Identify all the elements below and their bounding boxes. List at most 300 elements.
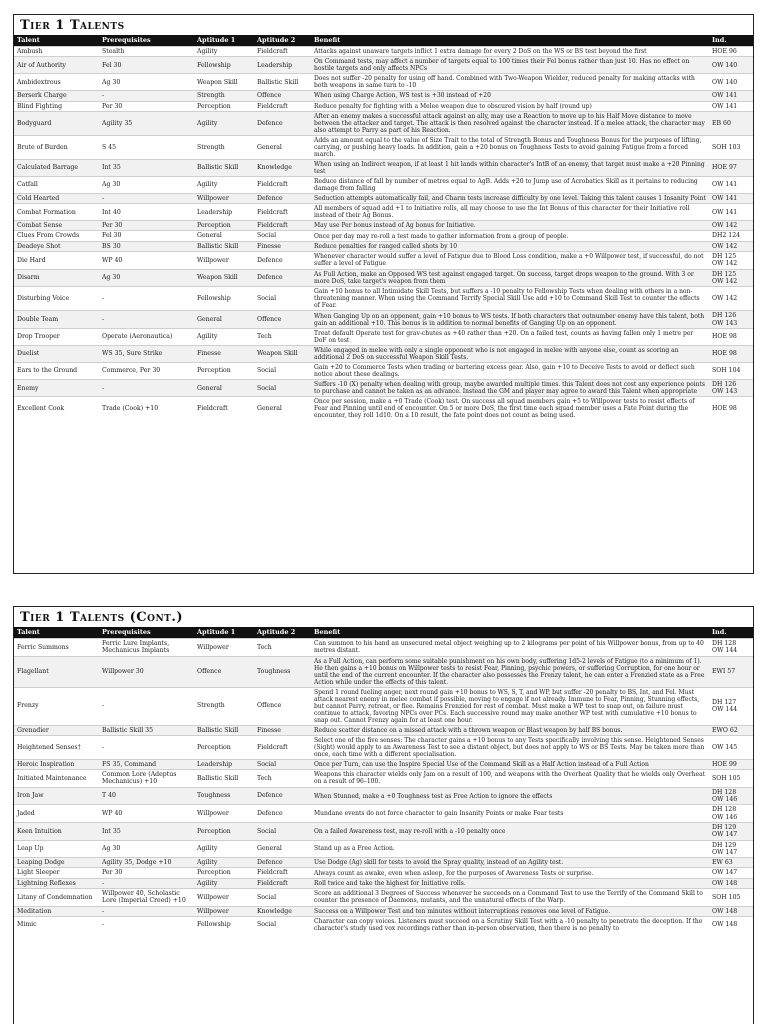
reference-cell: SOH 103 [709,135,754,159]
header-talent: Talent [14,627,99,639]
reference-cell: DH 129 OW 147 [709,822,754,840]
prerequisites-cell: Per 30 [99,101,194,111]
aptitude-1-cell: Fellowship [194,57,254,74]
table-row [14,47,754,57]
benefit-cell: Suffers -10 (X) penalty when dealing with group, maybe awarded multiple times. this Talent does not cost any experience points to purchase and cannot be taken as an advance. Instead the GM and player may agree to award this Talent when appropriate [311,379,709,397]
benefit-cell: Reduce penalties for ranged called shots by 10 [311,241,709,251]
aptitude-1-cell: Willpower [194,906,254,916]
reference-cell: HOE 98 [709,328,754,345]
benefit-cell: Gain +10 bonus to all Intimidate Skill Tests, but suffers a -10 penalty to Fellowship Tests when dealing with others in a non-threatening manner. When using the Command Terrify Special Skill Use add +10 to Command Skill Test to counter the effects of Fear. [311,287,709,311]
table-row [14,656,754,687]
benefit-cell: As Full Action, make an Opposed WS test against engaged target. On success, target drops weapon to the ground. With 3 or more DoS, take target's weapon from them [311,269,709,287]
aptitude-1-cell: Perception [194,101,254,111]
benefit-cell: When using an Indirect weapon, if at least 1 hit lands within character's IntB of an enemy, that target must make a +20 Pinning test [311,159,709,176]
talent-cell: Enemy [14,379,99,397]
aptitude-1-cell: Ballistic Skill [194,241,254,251]
prerequisites-cell: Ag 30 [99,269,194,287]
aptitude-2-cell: Tech [254,639,311,657]
table-row [14,193,754,203]
talent-cell: Calculated Barrage [14,159,99,176]
table-row [14,74,754,91]
talent-cell: Die Hard [14,252,99,270]
talent-cell: Ambush [14,47,99,57]
aptitude-1-cell: Finesse [194,345,254,362]
reference-cell: DH 126 OW 143 [709,379,754,397]
table-row [14,221,754,231]
aptitude-1-cell: Ballistic Skill [194,159,254,176]
aptitude-2-cell: Social [254,759,311,769]
aptitude-2-cell: Fieldcraft [254,204,311,221]
header-prerequisites: Prerequisites [99,35,194,47]
aptitude-2-cell: Defence [254,805,311,823]
prerequisites-cell: Stealth [99,47,194,57]
talent-cell: Frenzy [14,687,99,725]
aptitude-1-cell: Perception [194,868,254,878]
header-aptitude-2: Aptitude 2 [254,35,311,47]
reference-cell: OW 141 [709,91,754,101]
aptitude-1-cell: Perception [194,362,254,379]
benefit-cell: When using Charge Action, WS test is +30 instead of +20 [311,91,709,101]
talents-table-panel [13,14,754,574]
prerequisites-cell: Agility 35, Dodge +10 [99,858,194,868]
header-aptitude-1: Aptitude 1 [194,627,254,639]
table-row [14,241,754,251]
aptitude-2-cell: Defence [254,787,311,805]
prerequisites-cell: - [99,193,194,203]
table-row [14,269,754,287]
benefit-cell: Does not suffer -20 penalty for using off hand. Combined with Two-Weapon Wielder, reduced penalty for making attacks with both weapons in same turn to -10 [311,74,709,91]
benefit-cell: Reduce scatter distance on a missed attack with a thrown weapon or Blast weapon by half BS bonus. [311,725,709,735]
aptitude-2-cell: Fieldcraft [254,878,311,888]
header-aptitude-1: Aptitude 1 [194,35,254,47]
talent-cell: Jaded [14,805,99,823]
reference-cell: OW 148 [709,878,754,888]
talent-cell: Combat Sense [14,221,99,231]
talent-cell: Combat Formation [14,204,99,221]
benefit-cell: Once per Turn, can use the Inspire Special Use of the Command Skill as a Half Action instead of a Full Action [311,759,709,769]
reference-cell: EB 60 [709,111,754,135]
header-benefit: Benefit [311,627,709,639]
aptitude-1-cell: Agility [194,840,254,858]
talent-cell: Ferric Summons [14,639,99,657]
prerequisites-cell: - [99,916,194,933]
aptitude-2-cell: Knowledge [254,906,311,916]
talent-cell: Double Team [14,311,99,329]
prerequisites-cell: FS 35, Command [99,759,194,769]
benefit-cell: Use Dodge (Ag) skill for tests to avoid the Spray quality, instead of an Agility test. [311,858,709,868]
benefit-cell: Stand up as a Free Action. [311,840,709,858]
prerequisites-cell: - [99,287,194,311]
benefit-cell: Character can copy voices. Listeners must succeed on a Scrutiny Skill Test with a -10 penalty to penetrate the deception. If the character's study used vox recordings rather than in-person observation, then there is no penalty to [311,916,709,933]
talent-cell: Drop Trooper [14,328,99,345]
aptitude-2-cell: Fieldcraft [254,47,311,57]
prerequisites-cell: Int 35 [99,159,194,176]
table-row [14,328,754,345]
prerequisites-cell: Ag 30 [99,176,194,193]
aptitude-2-cell: General [254,135,311,159]
reference-cell: DH 125 OW 142 [709,269,754,287]
table-row [14,252,754,270]
talent-cell: Meditation [14,906,99,916]
aptitude-1-cell: Strength [194,687,254,725]
reference-cell: DH 125 OW 142 [709,252,754,270]
talent-cell: Iron Jaw [14,787,99,805]
prerequisites-cell: Ag 30 [99,840,194,858]
table-row [14,787,754,805]
benefit-cell: While engaged in melee with only a single opponent who is not engaged in melee with anyone else, count as scoring an additional 2 DoS on successful Weapon Skill Tests. [311,345,709,362]
benefit-cell: All members of squad add +1 to Initiative rolls, all may choose to use the Int Bonus of this character for their Initiative roll instead of their Ag Bonus. [311,204,709,221]
talent-cell: Disturbing Voice [14,287,99,311]
reference-cell: DH 129 OW 147 [709,840,754,858]
aptitude-2-cell: Ballistic Skill [254,74,311,91]
aptitude-1-cell: Willpower [194,639,254,657]
reference-cell: OW 142 [709,241,754,251]
aptitude-2-cell: Social [254,231,311,241]
reference-cell: DH 127 OW 144 [709,687,754,725]
benefit-cell: Treat default Operate test for grav-chutes as +40 rather than +20. On a failed test, counts as having fallen only 1 metre per DoF on test [311,328,709,345]
aptitude-1-cell: Willpower [194,252,254,270]
reference-cell: OW 141 [709,176,754,193]
reference-cell: OW 148 [709,916,754,933]
table-row [14,840,754,858]
aptitude-2-cell: Defence [254,858,311,868]
table-body [14,639,754,933]
benefit-cell: As a Full Action, can perform some suitable punishment on his own body, suffering 1d5-2 levels of Fatigue (to a minimum of 1). He then gains a +10 bonus on Willpower tests to resist Fear, Pinning, psychic powers, or suffering Corruption, for one hour or until the end of the current encounter. If the character also possesses the Frenzy talent, he can enter a Frenzied state as a Free Action while under the effects of this talent. [311,656,709,687]
aptitude-2-cell: Leadership [254,57,311,74]
talents-table-panel-continued [13,606,754,1024]
reference-cell: OW 140 [709,74,754,91]
prerequisites-cell: BS 30 [99,241,194,251]
aptitude-1-cell: Agility [194,176,254,193]
reference-cell: DH 128 OW 144 [709,639,754,657]
talent-cell: Cold Hearted [14,193,99,203]
prerequisites-cell: - [99,311,194,329]
benefit-cell: On a failed Awareness test, may re-roll with a -10 penalty once [311,822,709,840]
table-row [14,135,754,159]
table-row [14,759,754,769]
talent-cell: Mimic [14,916,99,933]
benefit-cell: Select one of the five senses: The character gains a +10 bonus to any Tests specifically involving this sense. Heightened Senses (Sight) would apply to an Awareness Test to see a distant object, but does not apply to WS or BS Tests. May be taken more than once, each time with a different specialisation. [311,735,709,759]
benefit-cell: Adds an amount equal to the value of Size Trait to the total of Strength Bonus and Toughness Bonus for the purposes of lifting, carrying, or pushing heavy loads. In addition, gain a +20 bonus on Toughness Tests to avoid gaining Fatigue from a forced march. [311,135,709,159]
talent-cell: Brute of Burden [14,135,99,159]
table-row [14,639,754,657]
prerequisites-cell: - [99,687,194,725]
reference-cell: OW 148 [709,906,754,916]
aptitude-2-cell: Social [254,379,311,397]
talent-cell: Heightened Senses† [14,735,99,759]
benefit-cell: Once per session, make a +0 Trade (Cook) test. On success all squad members gain +5 to Willpower tests to resist effects of Fear and Pinning until end of encounter. On 5 or more DoS, the first time each squad member uses a Fate Point during the encounter, they roll 1d10. On a 10 result, the fate point does not count as being used. [311,397,709,421]
benefit-cell: Spend 1 round fueling anger, next round gain +10 bonus to WS, S, T, and WP, but suffer -20 penalty to BS, Int, and Fel. Must attack nearest enemy in melee combat if possible, moving to engage if not already. Immune to Fear, Pinning, Stunning effects, but cannot Parry, retreat, or flee. Remains Frenzied for rest of combat. Must make a WP test to snap out, on failure must continue to attack, favoring NPCs over PCs. Each successive round may make another WP test with cumulative +10 bonus to snap out. Cannot Frenzy again for at least one hour. [311,687,709,725]
table-row [14,805,754,823]
aptitude-2-cell: Social [254,916,311,933]
table-row [14,916,754,933]
talent-cell: Ambidextrous [14,74,99,91]
prerequisites-cell: Int 35 [99,822,194,840]
aptitude-1-cell: General [194,311,254,329]
reference-cell: SOH 105 [709,770,754,788]
talents-table [14,627,754,933]
prerequisites-cell: Ballistic Skill 35 [99,725,194,735]
table-row [14,822,754,840]
table-row [14,858,754,868]
aptitude-2-cell: Defence [254,269,311,287]
reference-cell: OW 142 [709,287,754,311]
aptitude-2-cell: Defence [254,193,311,203]
aptitude-2-cell: Offence [254,311,311,329]
benefit-cell: Attacks against unaware targets inflict 1 extra damage for every 2 DoS on the WS or BS test beyond the first [311,47,709,57]
table-row [14,57,754,74]
aptitude-1-cell: Fieldcraft [194,397,254,421]
aptitude-1-cell: Willpower [194,889,254,907]
aptitude-1-cell: Agility [194,858,254,868]
reference-cell: DH 128 OW 146 [709,787,754,805]
table-row [14,111,754,135]
reference-cell: EWO 62 [709,725,754,735]
talent-cell: Bodyguard [14,111,99,135]
reference-cell: DH2 124 [709,231,754,241]
reference-cell: EWI 57 [709,656,754,687]
aptitude-2-cell: Knowledge [254,159,311,176]
aptitude-1-cell: Toughness [194,787,254,805]
talent-cell: Lightning Reflexes [14,878,99,888]
aptitude-1-cell: Weapon Skill [194,74,254,91]
table-row [14,91,754,101]
aptitude-1-cell: Ballistic Skill [194,725,254,735]
aptitude-1-cell: Weapon Skill [194,269,254,287]
talent-cell: Heroic Inspiration [14,759,99,769]
benefit-cell: Gain +20 to Commerce Tests when trading or bartering excess gear. Also, gain +10 to Deceive Tests to avoid or deflect such notice about these dealings. [311,362,709,379]
talent-cell: Deadeye Shot [14,241,99,251]
prerequisites-cell: Ferric Lure Implants, Mechanicus Implants [99,639,194,657]
talents-table [14,35,754,420]
reference-cell: OW 147 [709,868,754,878]
talent-cell: Blind Fighting [14,101,99,111]
aptitude-2-cell: Fieldcraft [254,868,311,878]
benefit-cell: Reduce penalty for fighting with a Melee weapon due to obscured vision by half (round up) [311,101,709,111]
reference-cell: OW 141 [709,193,754,203]
aptitude-2-cell: Fieldcraft [254,221,311,231]
aptitude-2-cell: Social [254,287,311,311]
aptitude-2-cell: General [254,840,311,858]
benefit-cell: Weapons this character wields only Jam on a result of 100, and weapons with the Overheat Quality that he wields only Overheat on a result of 96–100. [311,770,709,788]
header-row [14,627,754,639]
reference-cell: SOH 104 [709,362,754,379]
table-row [14,345,754,362]
benefit-cell: Once per day may re-roll a test made to gather information from a group of people. [311,231,709,241]
prerequisites-cell: - [99,735,194,759]
aptitude-2-cell: Tech [254,770,311,788]
table-row [14,889,754,907]
aptitude-2-cell: General [254,397,311,421]
talent-cell: Clues From Crowds [14,231,99,241]
table-row [14,287,754,311]
aptitude-1-cell: Offence [194,656,254,687]
talent-cell: Berserk Charge [14,91,99,101]
benefit-cell: Whenever character would suffer a level of Fatigue due to Blood Loss condition, make a +0 Willpower test, if successful, do not suffer a level of Fatigue [311,252,709,270]
benefit-cell: Mundane events do not force character to gain Insanity Points or make Fear tests [311,805,709,823]
aptitude-1-cell: Agility [194,111,254,135]
aptitude-1-cell: Agility [194,328,254,345]
benefit-cell: On Command tests, may affect a number of targets equal to 100 times their Fel bonus rather than just 10. Has no effect on hostile targets and only affects NPCs [311,57,709,74]
aptitude-1-cell: Strength [194,135,254,159]
prerequisites-cell: Commerce, Per 30 [99,362,194,379]
aptitude-1-cell: Agility [194,878,254,888]
talent-cell: Light Sleeper [14,868,99,878]
table-body [14,47,754,421]
reference-cell: SOH 105 [709,889,754,907]
table-row [14,362,754,379]
aptitude-2-cell: Defence [254,252,311,270]
talent-cell: Litany of Condemnation [14,889,99,907]
reference-cell: HOE 99 [709,759,754,769]
table-row [14,311,754,329]
prerequisites-cell: Willpower 30 [99,656,194,687]
prerequisites-cell: Per 30 [99,221,194,231]
table-row [14,687,754,725]
aptitude-2-cell: Social [254,362,311,379]
aptitude-2-cell: Weapon Skill [254,345,311,362]
header-row [14,35,754,47]
prerequisites-cell: WP 40 [99,252,194,270]
aptitude-2-cell: Offence [254,91,311,101]
aptitude-1-cell: Leadership [194,759,254,769]
reference-cell: DH 126 OW 143 [709,311,754,329]
benefit-cell: Seduction attempts automatically fail, and Charm tests increase difficulty by one level. Taking this talent causes 1 Insanity Point [311,193,709,203]
aptitude-1-cell: General [194,379,254,397]
benefit-cell: Reduce distance of fall by number of metres equal to AgB. Adds +20 to Jump use of Acrobatics Skill as it pertains to reducing damage from falling [311,176,709,193]
benefit-cell: Success on a Willpower Test and ten minutes without interruptions removes one level of Fatigue. [311,906,709,916]
aptitude-1-cell: Fellowship [194,916,254,933]
talent-cell: Keen Intuition [14,822,99,840]
prerequisites-cell: WS 35, Sure Strike [99,345,194,362]
benefit-cell: When Stunned, make a +0 Toughness test as Free Action to ignore the effects [311,787,709,805]
table-title: Tier 1 Talents [20,18,125,33]
reference-cell: HOE 97 [709,159,754,176]
prerequisites-cell: Int 40 [99,204,194,221]
talent-cell: Ears to the Ground [14,362,99,379]
talent-cell: Excellent Cook [14,397,99,421]
aptitude-2-cell: Finesse [254,241,311,251]
benefit-cell: After an enemy makes a successful attack against an ally, may use a Reaction to move up to his Half Move distance to move between the attacker and target. The attack is then resolved against the character instead. If a melee attack, the character may also attempt to Parry as part of his Reaction. [311,111,709,135]
table-row [14,101,754,111]
aptitude-2-cell: Tech [254,328,311,345]
benefit-cell: When Ganging Up on an opponent, gain +10 bonus to WS tests. If both characters that outnumber enemy have this talent, both gain an additional +10. This bonus is in addition to normal benefits of Ganging Up on an opponent. [311,311,709,329]
reference-cell: EW 63 [709,858,754,868]
aptitude-1-cell: Willpower [194,805,254,823]
header-prerequisites: Prerequisites [99,627,194,639]
reference-cell: OW 141 [709,204,754,221]
aptitude-2-cell: Fieldcraft [254,735,311,759]
prerequisites-cell: Common Lore (Adeptus Mechanicus) +10 [99,770,194,788]
table-title: Tier 1 Talents (Cont.) [20,610,184,625]
talent-cell: Disarm [14,269,99,287]
header-aptitude-2: Aptitude 2 [254,627,311,639]
benefit-cell: Score an additional 3 Degrees of Success whenever he succeeds on a Command Test to use the Terrify of the Command Skill to counter the presence of Daemons, mutants, and the unnatural effects of the Warp. [311,889,709,907]
aptitude-2-cell: Offence [254,687,311,725]
benefit-cell: May use Per bonus instead of Ag bonus for Initiative. [311,221,709,231]
prerequisites-cell: - [99,906,194,916]
prerequisites-cell: Ag 30 [99,74,194,91]
benefit-cell: Can summon to his hand an unsecured metal object weighing up to 2 kilograms per point of his Willpower bonus, from up to 40 metres distant. [311,639,709,657]
prerequisites-cell: Agility 35 [99,111,194,135]
aptitude-2-cell: Defence [254,111,311,135]
table-row [14,379,754,397]
prerequisites-cell: T 40 [99,787,194,805]
aptitude-1-cell: Leadership [194,204,254,221]
table-row [14,735,754,759]
talent-cell: Catfall [14,176,99,193]
reference-cell: OW 141 [709,101,754,111]
aptitude-2-cell: Social [254,889,311,907]
aptitude-1-cell: Agility [194,47,254,57]
header-talent: Talent [14,35,99,47]
aptitude-2-cell: Social [254,822,311,840]
table-row [14,770,754,788]
table-row [14,204,754,221]
talent-cell: Air of Authority [14,57,99,74]
aptitude-1-cell: Willpower [194,193,254,203]
aptitude-1-cell: Perception [194,221,254,231]
talent-cell: Flagellant [14,656,99,687]
table-row [14,878,754,888]
table-row [14,868,754,878]
aptitude-1-cell: Perception [194,735,254,759]
table-row [14,397,754,421]
reference-cell: OW 140 [709,57,754,74]
aptitude-1-cell: Strength [194,91,254,101]
prerequisites-cell: Fel 30 [99,231,194,241]
talent-cell: Grenadier [14,725,99,735]
talent-cell: Duelist [14,345,99,362]
reference-cell: OW 145 [709,735,754,759]
prerequisites-cell: Operate (Aeronautica) [99,328,194,345]
aptitude-2-cell: Fieldcraft [254,101,311,111]
prerequisites-cell: Fel 30 [99,57,194,74]
prerequisites-cell: - [99,91,194,101]
benefit-cell: Roll twice and take the highest for Initiative rolls. [311,878,709,888]
aptitude-2-cell: Fieldcraft [254,176,311,193]
header-benefit: Benefit [311,35,709,47]
talent-cell: Leap Up [14,840,99,858]
prerequisites-cell: S 45 [99,135,194,159]
prerequisites-cell: - [99,379,194,397]
aptitude-2-cell: Toughness [254,656,311,687]
reference-cell: OW 142 [709,221,754,231]
header-reference: Ind. [709,627,754,639]
table-row [14,231,754,241]
aptitude-2-cell: Finesse [254,725,311,735]
prerequisites-cell: - [99,878,194,888]
talent-cell: Leaping Dodge [14,858,99,868]
table-row [14,906,754,916]
reference-cell: HOE 98 [709,397,754,421]
table-row [14,176,754,193]
aptitude-1-cell: Ballistic Skill [194,770,254,788]
prerequisites-cell: Willpower 40, Scholastic Lore (Imperial Creed) +10 [99,889,194,907]
prerequisites-cell: WP 40 [99,805,194,823]
prerequisites-cell: Trade (Cook) +10 [99,397,194,421]
header-reference: Ind. [709,35,754,47]
reference-cell: HOE 96 [709,47,754,57]
talent-cell: Initiated Maintenance [14,770,99,788]
reference-cell: HOE 98 [709,345,754,362]
benefit-cell: Always count as awake, even when asleep, for the purposes of Awareness Tests or surprise. [311,868,709,878]
reference-cell: DH 128 OW 146 [709,805,754,823]
aptitude-1-cell: General [194,231,254,241]
table-row [14,159,754,176]
table-row [14,725,754,735]
aptitude-1-cell: Fellowship [194,287,254,311]
